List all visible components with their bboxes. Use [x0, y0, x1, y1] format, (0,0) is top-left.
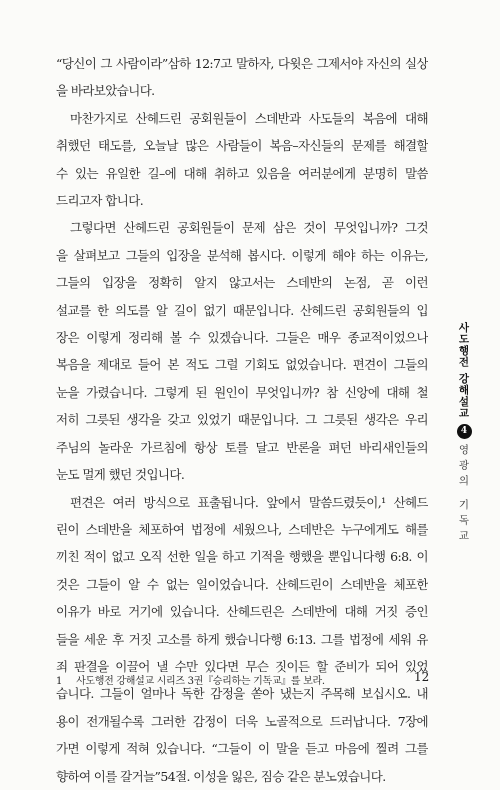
- footnote: [56, 672, 325, 687]
- body-line: 이유가 바로 거기에 있습니다. 산헤드린은 스데반에 대해 거짓 증인: [56, 604, 428, 620]
- body-line: 설교를 한 의도를 알 길이 없기 때문입니다. 산헤드린 공회원들의 입: [56, 302, 428, 318]
- body-line: 주님의 놀라운 가르침에 항상 토를 달고 반론을 펴던 바리새인들의: [56, 439, 428, 455]
- body-line: 을 바라보았습니다.: [56, 83, 155, 99]
- body-line: “당신이 그 사람이라”삼하 12:7고 말하자, 다윗은 그제서야 자신의 실상: [56, 56, 428, 71]
- body-line: 수 있는 유일한 길–에 대해 취하고 있음을 여러분에게 분명히 말씀: [56, 165, 428, 181]
- body-line: 취했던 태도를, 오늘날 많은 사람들이 복음–자신들의 문제를 해결할: [56, 138, 428, 154]
- body-line: 눈도 멀게 했던 것입니다.: [56, 467, 185, 483]
- body-line: 습니다. 그들이 얼마나 독한 감정을 쏟아 냈는지 주목해 보십시오. 내: [56, 686, 428, 702]
- running-sidebar: [454, 322, 474, 545]
- body-line: 용이 전개될수록 그러한 감정이 더욱 노골적으로 드러납니다. 7장에: [56, 713, 428, 729]
- body-line: 저히 그릇된 생각을 갖고 있었기 때문입니다. 그 그릇된 생각은 우리: [56, 412, 428, 428]
- body-line: 복음을 제대로 들어 본 적도 그럴 기회도 없었습니다. 편견이 그들의: [56, 357, 428, 373]
- body-line: 장은 이렇게 정리해 볼 수 있겠습니다. 그들은 매우 종교적이었으나: [56, 330, 428, 346]
- body-line: 죄 판결을 이끌어 낼 수만 있다면 무슨 짓이든 할 준비가 되어 있었: [56, 658, 428, 674]
- body-line: 마찬가지로 산헤드린 공회원들이 스데반과 사도들의 복음에 대해: [70, 110, 428, 126]
- body-line: 눈을 가렸습니다. 그렇게 된 원인이 무엇입니까? 참 신앙에 대해 철: [56, 384, 428, 400]
- body-line: 을 살펴보고 그들의 입장을 분석해 봅시다. 이렇게 해야 하는 이유는,: [56, 247, 428, 263]
- body-line: 것은 그들이 알 수 없는 일이었습니다. 산헤드린이 스데반을 체포한: [56, 576, 428, 592]
- footnote-text: 사도행전 강해설교 시리즈 3권『승리하는 기독교』를 보라.: [76, 676, 325, 687]
- body-line: 가면 이렇게 적혀 있습니다. “그들이 이 말을 듣고 마음에 찔려 그를: [56, 741, 428, 757]
- body-line: 린이 스데반을 체포하여 법정에 세웠으나, 스데반은 누구에게도 해를: [56, 521, 428, 537]
- chapter-title: 영광의 기독교: [457, 443, 470, 545]
- page-number: 12: [414, 670, 430, 684]
- series-title: 사도행전 강해설교: [457, 322, 470, 419]
- body-line: 편견은 여러 방식으로 표출됩니다. 앞에서 말씀드렸듯이,¹ 산헤드: [70, 494, 428, 510]
- body-line: 들을 세운 후 거짓 고소를 하게 했습니다행 6:13. 그를 법정에 세워 유: [56, 631, 428, 647]
- body-line: 끼친 적이 없고 오직 선한 일을 하고 기적을 행했을 뿐입니다행 6:8. 이: [56, 549, 428, 565]
- body-line: 그렇다면 산헤드린 공회원들이 문제 삼은 것이 무엇입니까? 그것: [70, 220, 428, 236]
- volume-badge: 4: [457, 424, 472, 439]
- body-line: 그들의 입장을 정확히 알지 않고서는 스데반의 논점, 곧 이런: [56, 275, 428, 291]
- body-line: 드리고자 합니다.: [56, 193, 144, 209]
- footnote-mark: 1: [56, 676, 63, 687]
- body-line: 향하여 이를 갈거늘”54절. 이성을 잃은, 짐승 같은 분노였습니다.: [56, 768, 386, 784]
